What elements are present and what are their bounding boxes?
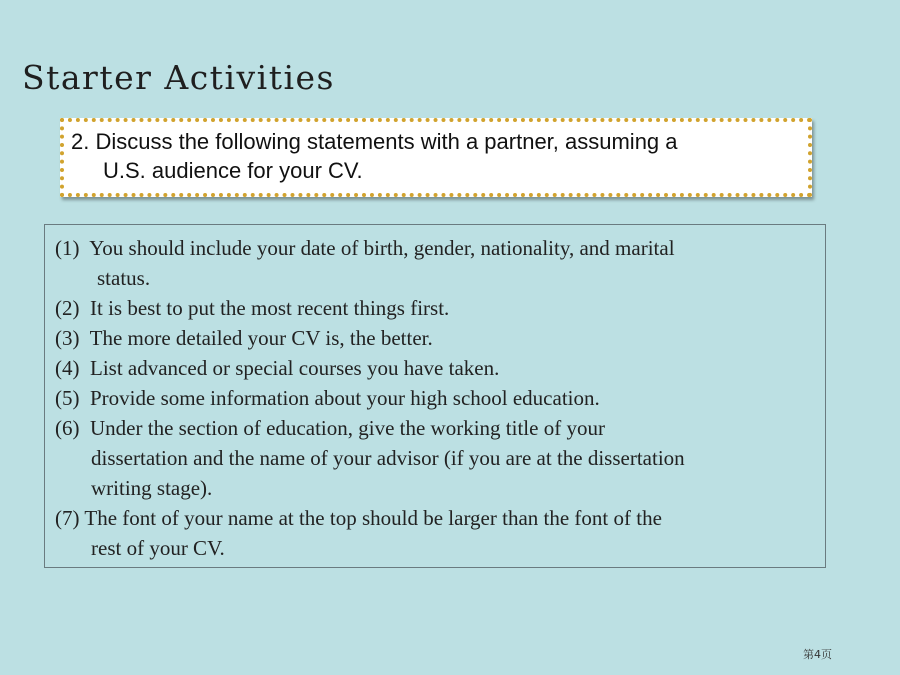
statement-1 <box>55 233 815 293</box>
prompt-line-1: 2. Discuss the following statements with a partner, assuming a <box>71 129 678 154</box>
statement-text: List advanced or special courses you have taken. <box>90 356 500 380</box>
statement-text: The more detailed your CV is, the better. <box>89 326 433 350</box>
statement-number: (6) <box>55 416 80 440</box>
statement-2 <box>55 293 815 323</box>
statement-5 <box>55 383 815 413</box>
statement-continuation: dissertation and the name of your advisor (if you are at the dissertation <box>91 446 685 470</box>
statement-number: (7) <box>55 506 80 530</box>
statement-4 <box>55 353 815 383</box>
prompt-line-2: U.S. audience for your CV. <box>103 158 363 183</box>
page-number: 第4页 <box>803 648 832 661</box>
statement-number: (4) <box>55 356 80 380</box>
statement-text: It is best to put the most recent things first. <box>90 296 450 320</box>
statement-number: (3) <box>55 326 80 350</box>
slide-title: Starter Activities <box>22 58 335 97</box>
statements-box <box>44 224 826 568</box>
statement-continuation-2: writing stage). <box>91 476 213 500</box>
statement-number: (5) <box>55 386 80 410</box>
statement-6 <box>55 413 815 503</box>
prompt-box <box>60 118 812 197</box>
statement-7 <box>55 503 815 563</box>
statement-3 <box>55 323 815 353</box>
statement-text: Provide some information about your high school education. <box>90 386 600 410</box>
statement-text: Under the section of education, give the working title of your <box>90 416 605 440</box>
statement-continuation: rest of your CV. <box>91 536 225 560</box>
statement-text: The font of your name at the top should be larger than the font of the <box>84 506 662 530</box>
statement-number: (2) <box>55 296 80 320</box>
statement-continuation: status. <box>97 266 151 290</box>
statement-number: (1) <box>55 236 80 260</box>
statement-text: You should include your date of birth, gender, nationality, and marital <box>89 236 675 260</box>
